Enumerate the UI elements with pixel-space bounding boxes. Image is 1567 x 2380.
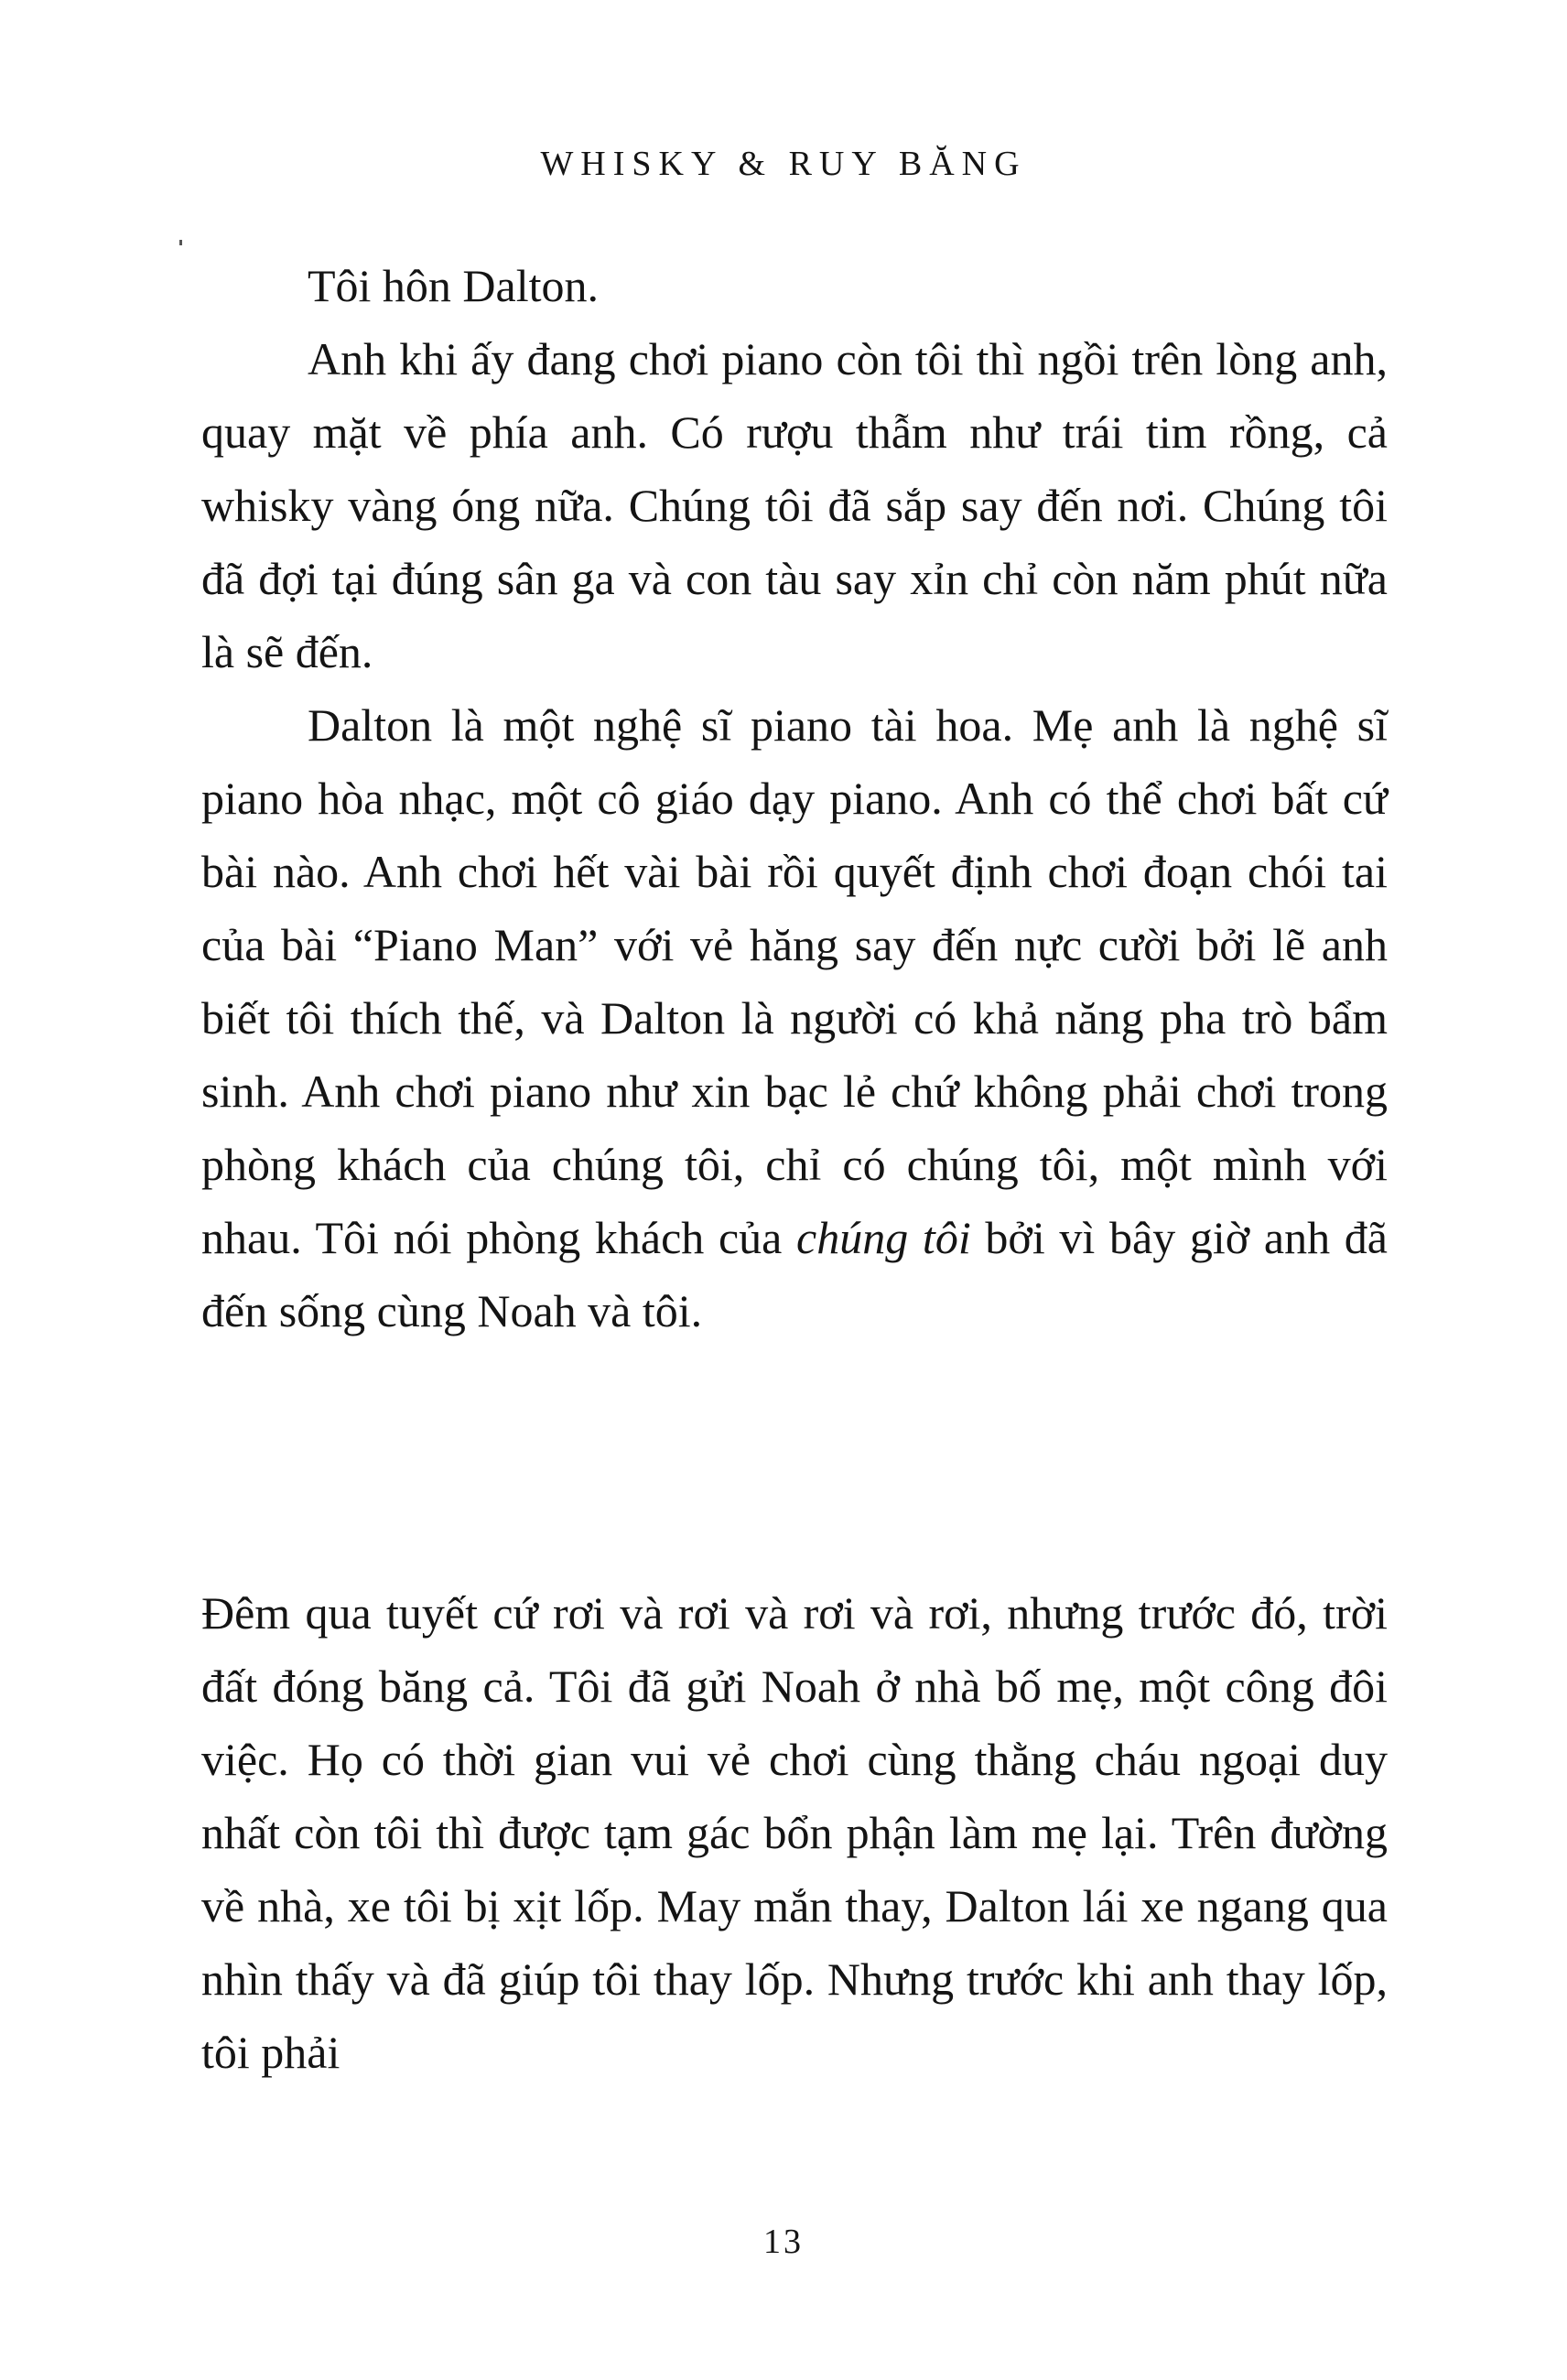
stray-ink-mark: [179, 240, 182, 245]
paragraph-4: Đêm qua tuyết cứ rơi và rơi và rơi và rơi, nhưng trước đó, trời đất đóng băng cả. Tôi đã gửi Noah ở nhà bố mẹ, một công đôi việc. Họ có thời gian vui vẻ chơi cùng thằng cháu ngoại duy nhất còn tôi thì được tạm gác bổn phận làm mẹ lại. Trên đường về nhà, xe tôi bị xịt lốp. May mắn thay, Dalton lái xe ngang qua nhìn thấy và đã giúp tôi thay lốp. Nhưng trước khi anh thay lốp, tôi phải: [201, 1587, 1388, 2078]
paragraph-2: Anh khi ấy đang chơi piano còn tôi thì ngồi trên lòng anh, quay mặt về phía anh. Có rượu thẫm như trái tim rồng, cả whisky vàng óng nữa. Chúng tôi đã sắp say đến nơi. Chúng tôi đã đợi tại đúng sân ga và con tàu say xỉn chỉ còn năm phút nữa là sẽ đến.: [201, 333, 1388, 677]
section-2: [201, 1576, 1388, 2089]
paragraph-1: Tôi hôn Dalton.: [308, 260, 600, 311]
paragraph-3-tail: bởi vì bây giờ anh đã đến sống cùng Noah và tôi.: [201, 1212, 1388, 1336]
running-header: WHISKY & RUY BĂNG: [540, 145, 1027, 183]
emphasis-text: chúng tôi: [796, 1212, 971, 1263]
paragraph-3-text: Dalton là một nghệ sĩ piano tài hoa. Mẹ anh là nghệ sĩ piano hòa nhạc, một cô giáo dạy piano. Anh có thể chơi bất cứ bài nào. Anh chơi hết vài bài rồi quyết định chơi đoạn chói tai của bài “Piano Man” với vẻ hăng say đến nực cười bởi lẽ anh biết tôi thích thế, và Dalton là người có khả năng pha trò bẩm sinh. Anh chơi piano như xin bạc lẻ chứ không phải chơi trong phòng khách của chúng tôi, chỉ có chúng tôi, một mình với nhau. Tôi nói phòng khách của: [201, 699, 1388, 1263]
section-1: [201, 249, 1388, 1347]
page-number: 13: [763, 2223, 804, 2261]
paragraph-3: [201, 688, 1388, 1347]
